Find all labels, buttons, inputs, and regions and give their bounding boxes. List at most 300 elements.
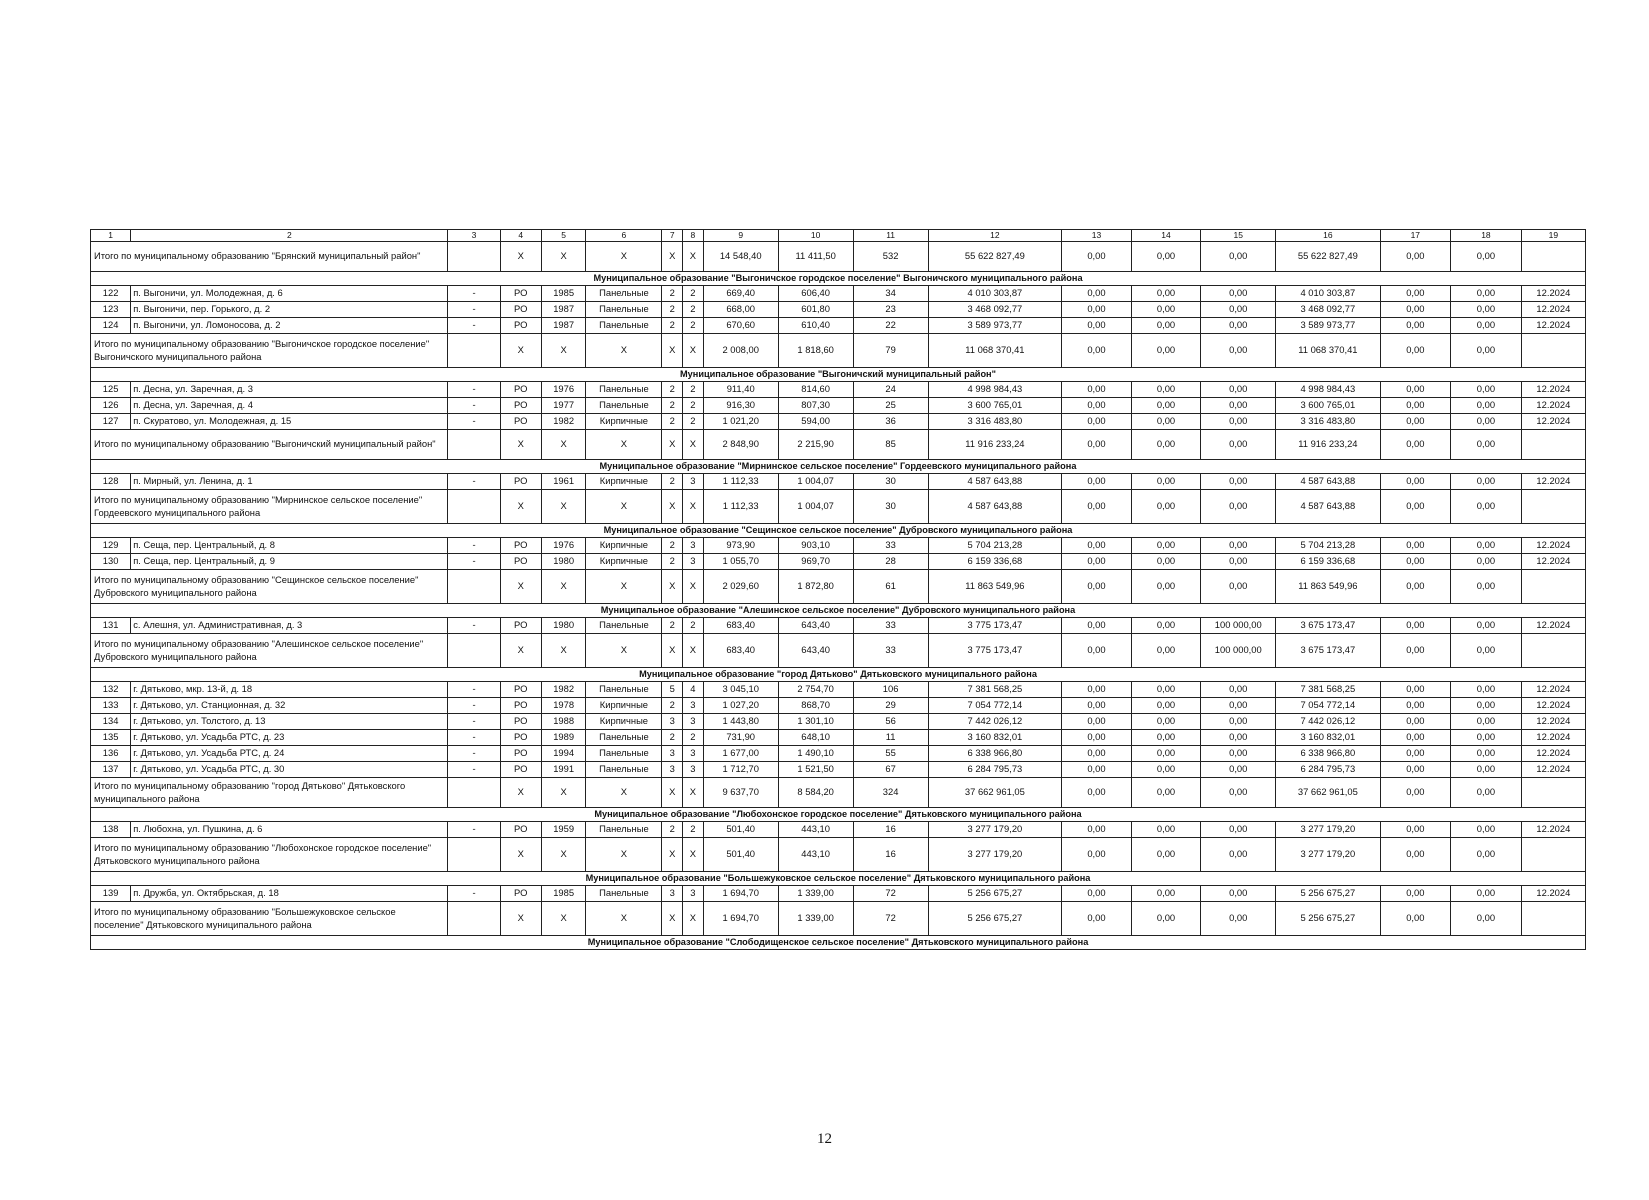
table-cell: 0,00	[1131, 302, 1201, 318]
table-cell: 1988	[541, 714, 586, 730]
table-cell: 911,40	[703, 382, 778, 398]
table-cell: 0,00	[1062, 698, 1132, 714]
total-cell	[1521, 570, 1585, 604]
address-cell: г. Дятьково, ул. Толстого, д. 13	[131, 714, 448, 730]
table-cell: 7 054 772,14	[928, 698, 1062, 714]
total-cell: 5 256 675,27	[1276, 902, 1380, 936]
table-cell: РО	[500, 698, 541, 714]
table-cell: 7 442 026,12	[928, 714, 1062, 730]
table-cell: Панельные	[586, 730, 662, 746]
table-cell: 0,00	[1451, 398, 1522, 414]
total-cell: 0,00	[1201, 778, 1276, 808]
total-cell: 11 863 549,96	[1276, 570, 1380, 604]
table-cell: 0,00	[1201, 414, 1276, 430]
table-cell: 30	[853, 474, 928, 490]
municipality-title-row	[91, 808, 1586, 822]
total-cell: 0,00	[1131, 634, 1201, 668]
table-cell: 0,00	[1451, 318, 1522, 334]
table-cell: 12.2024	[1521, 554, 1585, 570]
total-cell	[1521, 334, 1585, 368]
table-cell: 12.2024	[1521, 538, 1585, 554]
column-number: 8	[683, 230, 704, 242]
table-row	[91, 682, 1586, 698]
table-cell: 28	[853, 554, 928, 570]
table-cell: 3	[662, 762, 683, 778]
table-cell: 0,00	[1380, 398, 1451, 414]
table-cell: 12.2024	[1521, 762, 1585, 778]
table-cell: 0,00	[1131, 318, 1201, 334]
table-cell: 0,00	[1131, 538, 1201, 554]
table-cell: 3 600 765,01	[928, 398, 1062, 414]
table-cell: -	[448, 698, 500, 714]
total-cell: 0,00	[1201, 242, 1276, 272]
table-cell: 0,00	[1131, 414, 1201, 430]
total-label: Итого по муниципальному образованию "Большежуковское сельское поселение" Дятьковского муниципального района	[91, 902, 448, 936]
table-cell: 0,00	[1062, 886, 1132, 902]
table-cell: -	[448, 730, 500, 746]
row-number: 123	[91, 302, 131, 318]
table-cell: РО	[500, 474, 541, 490]
total-cell: 0,00	[1380, 490, 1451, 524]
address-cell: п. Сеща, пер. Центральный, д. 8	[131, 538, 448, 554]
total-cell: 0,00	[1131, 902, 1201, 936]
table-row	[91, 618, 1586, 634]
table-cell: 0,00	[1451, 714, 1522, 730]
total-cell: X	[662, 778, 683, 808]
table-cell: 1982	[541, 682, 586, 698]
table-cell: 0,00	[1131, 618, 1201, 634]
table-cell: 2	[683, 822, 704, 838]
column-number: 2	[131, 230, 448, 242]
table-cell: 0,00	[1131, 286, 1201, 302]
table-cell: 0,00	[1451, 554, 1522, 570]
municipality-title-row	[91, 668, 1586, 682]
table-cell: 12.2024	[1521, 698, 1585, 714]
table-cell: 0,00	[1201, 714, 1276, 730]
total-cell: X	[683, 838, 704, 872]
total-cell: 11 863 549,96	[928, 570, 1062, 604]
table-cell: 1985	[541, 886, 586, 902]
table-cell: Кирпичные	[586, 474, 662, 490]
address-cell: г. Дятьково, мкр. 13-й, д. 18	[131, 682, 448, 698]
column-number: 15	[1201, 230, 1276, 242]
table-cell: 0,00	[1201, 286, 1276, 302]
table-cell: 7 442 026,12	[1276, 714, 1380, 730]
total-cell: X	[500, 490, 541, 524]
row-number: 135	[91, 730, 131, 746]
total-label: Итого по муниципальному образованию "Алешинское сельское поселение" Дубровского муниципального района	[91, 634, 448, 668]
total-cell: 0,00	[1062, 838, 1132, 872]
table-cell: 0,00	[1131, 746, 1201, 762]
table-cell: 0,00	[1201, 302, 1276, 318]
table-cell: 0,00	[1131, 822, 1201, 838]
address-cell: г. Дятьково, ул. Усадьба РТС, д. 24	[131, 746, 448, 762]
table-cell: 0,00	[1451, 682, 1522, 698]
table-cell: 3	[683, 714, 704, 730]
total-cell: X	[683, 490, 704, 524]
total-cell: X	[541, 902, 586, 936]
table-cell: 3	[683, 746, 704, 762]
total-cell: X	[586, 902, 662, 936]
table-cell: 1 301,10	[778, 714, 853, 730]
table-cell: РО	[500, 886, 541, 902]
table-row	[91, 714, 1586, 730]
table-cell: -	[448, 746, 500, 762]
total-cell	[1521, 430, 1585, 460]
table-cell: 1 055,70	[703, 554, 778, 570]
total-cell: 532	[853, 242, 928, 272]
total-cell: 30	[853, 490, 928, 524]
table-cell: 0,00	[1451, 538, 1522, 554]
table-cell: -	[448, 618, 500, 634]
table-cell: РО	[500, 730, 541, 746]
table-cell: РО	[500, 714, 541, 730]
total-cell: 0,00	[1201, 902, 1276, 936]
table-row	[91, 474, 1586, 490]
table-cell: 0,00	[1451, 822, 1522, 838]
total-cell: X	[541, 242, 586, 272]
municipality-title-row	[91, 272, 1586, 286]
total-cell: X	[586, 778, 662, 808]
table-cell: 1 677,00	[703, 746, 778, 762]
row-number: 122	[91, 286, 131, 302]
table-cell: 0,00	[1380, 302, 1451, 318]
table-cell: 916,30	[703, 398, 778, 414]
column-number: 3	[448, 230, 500, 242]
table-cell: 23	[853, 302, 928, 318]
total-cell: 0,00	[1062, 242, 1132, 272]
table-cell: 501,40	[703, 822, 778, 838]
total-cell: X	[541, 778, 586, 808]
column-number: 17	[1380, 230, 1451, 242]
table-cell: -	[448, 682, 500, 698]
table-cell: 0,00	[1131, 730, 1201, 746]
total-cell: X	[541, 430, 586, 460]
total-cell: 643,40	[778, 634, 853, 668]
table-cell: 1987	[541, 302, 586, 318]
total-cell	[1521, 838, 1585, 872]
municipality-title: Муниципальное образование "Выгоничское городское поселение" Выгоничского муниципального района	[91, 272, 1586, 286]
table-cell: 643,40	[778, 618, 853, 634]
total-cell: 8 584,20	[778, 778, 853, 808]
table-cell: 670,60	[703, 318, 778, 334]
total-cell: X	[586, 570, 662, 604]
total-cell: X	[683, 570, 704, 604]
table-cell: 3	[683, 762, 704, 778]
total-cell: 11 411,50	[778, 242, 853, 272]
table-cell: 2	[662, 474, 683, 490]
table-cell: 3 160 832,01	[1276, 730, 1380, 746]
row-number: 124	[91, 318, 131, 334]
table-cell: 4 010 303,87	[1276, 286, 1380, 302]
total-label: Итого по муниципальному образованию "Сещинское сельское поселение" Дубровского муниципального района	[91, 570, 448, 604]
table-cell: 1 490,10	[778, 746, 853, 762]
page-number: 12	[817, 1131, 832, 1147]
table-cell: 0,00	[1201, 682, 1276, 698]
total-cell: 0,00	[1380, 570, 1451, 604]
row-number: 138	[91, 822, 131, 838]
total-cell: X	[541, 838, 586, 872]
table-cell: 3	[683, 886, 704, 902]
municipality-title-row	[91, 368, 1586, 382]
table-cell: 3 160 832,01	[928, 730, 1062, 746]
table-cell: 0,00	[1380, 318, 1451, 334]
column-number: 16	[1276, 230, 1380, 242]
table-cell: 0,00	[1062, 714, 1132, 730]
total-cell: 0,00	[1201, 430, 1276, 460]
table-cell: 0,00	[1062, 554, 1132, 570]
table-cell: 0,00	[1201, 746, 1276, 762]
table-cell: 0,00	[1380, 414, 1451, 430]
column-number: 7	[662, 230, 683, 242]
total-cell: X	[500, 634, 541, 668]
total-cell: X	[662, 490, 683, 524]
table-cell: 969,70	[778, 554, 853, 570]
total-cell: 37 662 961,05	[1276, 778, 1380, 808]
table-cell: 0,00	[1131, 682, 1201, 698]
table-cell: 0,00	[1062, 618, 1132, 634]
table-cell: 0,00	[1201, 698, 1276, 714]
total-cell: 4 587 643,88	[1276, 490, 1380, 524]
table-cell: 0,00	[1131, 762, 1201, 778]
total-cell: 0,00	[1380, 838, 1451, 872]
table-cell: 0,00	[1062, 730, 1132, 746]
table-cell: 0,00	[1062, 414, 1132, 430]
total-cell: 3 675 173,47	[1276, 634, 1380, 668]
table-cell: 0,00	[1201, 886, 1276, 902]
total-cell: X	[500, 334, 541, 368]
total-cell: 14 548,40	[703, 242, 778, 272]
table-cell: 5 704 213,28	[1276, 538, 1380, 554]
table-cell: 606,40	[778, 286, 853, 302]
table-row	[91, 318, 1586, 334]
total-cell: 11 916 233,24	[1276, 430, 1380, 460]
table-cell: 2	[683, 414, 704, 430]
total-cell: 3 277 179,20	[1276, 838, 1380, 872]
row-number: 133	[91, 698, 131, 714]
table-cell: 0,00	[1451, 382, 1522, 398]
total-cell: 1 818,60	[778, 334, 853, 368]
table-cell: 1961	[541, 474, 586, 490]
table-cell: 601,80	[778, 302, 853, 318]
table-cell: -	[448, 414, 500, 430]
total-row	[91, 490, 1586, 524]
total-cell: 0,00	[1131, 778, 1201, 808]
total-cell: 5 256 675,27	[928, 902, 1062, 936]
table-cell: РО	[500, 746, 541, 762]
table-cell: 1 712,70	[703, 762, 778, 778]
table-cell: 683,40	[703, 618, 778, 634]
table-cell: РО	[500, 682, 541, 698]
total-cell: 0,00	[1451, 634, 1522, 668]
table-cell: 668,00	[703, 302, 778, 318]
total-cell: 501,40	[703, 838, 778, 872]
total-label: Итого по муниципальному образованию "Выгоничский муниципальный район"	[91, 430, 448, 460]
table-cell: 1980	[541, 618, 586, 634]
column-number: 9	[703, 230, 778, 242]
table-cell: 0,00	[1451, 302, 1522, 318]
municipality-title: Муниципальное образование "Слободищенское сельское поселение" Дятьковского муниципального района	[91, 936, 1586, 950]
total-cell: 9 637,70	[703, 778, 778, 808]
table-cell: 0,00	[1131, 474, 1201, 490]
table-cell: 2	[662, 822, 683, 838]
total-cell: 3 277 179,20	[928, 838, 1062, 872]
total-cell: 79	[853, 334, 928, 368]
address-cell: п. Скуратово, ул. Молодежная, д. 15	[131, 414, 448, 430]
table-cell: 1980	[541, 554, 586, 570]
table-cell: 3	[683, 554, 704, 570]
address-cell: г. Дятьково, ул. Усадьба РТС, д. 23	[131, 730, 448, 746]
total-cell: 11 068 370,41	[928, 334, 1062, 368]
table-cell: Кирпичные	[586, 414, 662, 430]
total-cell	[448, 902, 500, 936]
table-cell: 6 338 966,80	[1276, 746, 1380, 762]
total-cell: 11 916 233,24	[928, 430, 1062, 460]
table-cell: 1978	[541, 698, 586, 714]
table-cell: РО	[500, 762, 541, 778]
table-cell: 868,70	[778, 698, 853, 714]
table-cell: 12.2024	[1521, 474, 1585, 490]
table-cell: -	[448, 318, 500, 334]
table-cell: 903,10	[778, 538, 853, 554]
table-cell: -	[448, 762, 500, 778]
column-number: 14	[1131, 230, 1201, 242]
total-cell: 0,00	[1201, 570, 1276, 604]
total-cell: 0,00	[1201, 490, 1276, 524]
total-cell: 0,00	[1380, 430, 1451, 460]
table-cell: 24	[853, 382, 928, 398]
total-cell: 0,00	[1062, 334, 1132, 368]
table-cell: 2	[662, 554, 683, 570]
total-cell: X	[586, 490, 662, 524]
table-cell: 1987	[541, 318, 586, 334]
total-cell	[448, 430, 500, 460]
municipality-title: Муниципальное образование "город Дятьково" Дятьковского муниципального района	[91, 668, 1586, 682]
table-cell: 1 339,00	[778, 886, 853, 902]
total-cell: X	[500, 778, 541, 808]
total-cell: 100 000,00	[1201, 634, 1276, 668]
total-cell: 1 872,80	[778, 570, 853, 604]
table-cell: 2	[662, 698, 683, 714]
table-cell: 0,00	[1062, 474, 1132, 490]
municipality-title-row	[91, 872, 1586, 886]
table-cell: 0,00	[1201, 398, 1276, 414]
total-label: Итого по муниципальному образованию "Любохонское городское поселение" Дятьковского муниципального района	[91, 838, 448, 872]
total-row	[91, 838, 1586, 872]
table-cell: Панельные	[586, 302, 662, 318]
table-cell: 25	[853, 398, 928, 414]
table-cell: Панельные	[586, 318, 662, 334]
municipality-title: Муниципальное образование "Сещинское сельское поселение" Дубровского муниципального района	[91, 524, 1586, 538]
total-cell: X	[500, 430, 541, 460]
total-cell: X	[586, 430, 662, 460]
row-number: 137	[91, 762, 131, 778]
table-cell: 7 381 568,25	[1276, 682, 1380, 698]
total-cell: X	[662, 838, 683, 872]
table-cell: Панельные	[586, 682, 662, 698]
table-cell: 5 704 213,28	[928, 538, 1062, 554]
total-row	[91, 902, 1586, 936]
total-cell	[1521, 902, 1585, 936]
table-cell: 0,00	[1131, 714, 1201, 730]
total-cell: X	[683, 334, 704, 368]
row-number: 127	[91, 414, 131, 430]
table-row	[91, 822, 1586, 838]
table-cell: 2	[662, 414, 683, 430]
column-number: 4	[500, 230, 541, 242]
table-cell: 0,00	[1380, 714, 1451, 730]
table-cell: 648,10	[778, 730, 853, 746]
table-cell: 11	[853, 730, 928, 746]
total-cell: 0,00	[1380, 634, 1451, 668]
table-cell: 3	[662, 714, 683, 730]
address-cell: п. Выгоничи, пер. Горького, д. 2	[131, 302, 448, 318]
table-cell: 2	[662, 730, 683, 746]
table-cell: Кирпичные	[586, 698, 662, 714]
table-cell: 0,00	[1131, 398, 1201, 414]
table-cell: -	[448, 302, 500, 318]
table-cell: 0,00	[1062, 538, 1132, 554]
table-cell: РО	[500, 618, 541, 634]
total-cell	[448, 634, 500, 668]
table-cell: 3 316 483,80	[1276, 414, 1380, 430]
column-number: 19	[1521, 230, 1585, 242]
table-cell: 4 587 643,88	[1276, 474, 1380, 490]
table-cell: -	[448, 474, 500, 490]
table-cell: 3 589 973,77	[928, 318, 1062, 334]
table-cell: 0,00	[1380, 698, 1451, 714]
table-cell: 1989	[541, 730, 586, 746]
table-cell: Панельные	[586, 746, 662, 762]
row-number: 130	[91, 554, 131, 570]
total-cell: 683,40	[703, 634, 778, 668]
table-row	[91, 698, 1586, 714]
table-cell: Кирпичные	[586, 714, 662, 730]
table-cell: РО	[500, 286, 541, 302]
table-cell: 2	[683, 730, 704, 746]
table-cell: 2	[683, 318, 704, 334]
total-cell: 0,00	[1380, 242, 1451, 272]
table-cell: 0,00	[1062, 822, 1132, 838]
table-cell: 4 587 643,88	[928, 474, 1062, 490]
municipality-title: Муниципальное образование "Мирнинское сельское поселение" Гордеевского муниципального района	[91, 460, 1586, 474]
table-cell: 12.2024	[1521, 302, 1585, 318]
table-cell: 0,00	[1201, 762, 1276, 778]
total-cell: X	[541, 570, 586, 604]
table-cell: 0,00	[1062, 682, 1132, 698]
table-cell: 0,00	[1380, 762, 1451, 778]
table-cell: -	[448, 886, 500, 902]
table-cell: 0,00	[1201, 554, 1276, 570]
table-cell: Панельные	[586, 286, 662, 302]
total-cell	[1521, 634, 1585, 668]
address-cell: г. Дятьково, ул. Станционная, д. 32	[131, 698, 448, 714]
total-cell: 0,00	[1062, 902, 1132, 936]
table-cell: 6 284 795,73	[928, 762, 1062, 778]
table-cell: 0,00	[1451, 414, 1522, 430]
total-cell: 0,00	[1131, 570, 1201, 604]
table-cell: РО	[500, 414, 541, 430]
total-cell	[448, 570, 500, 604]
table-cell: 2	[683, 382, 704, 398]
table-cell: 7 054 772,14	[1276, 698, 1380, 714]
table-cell: 0,00	[1451, 474, 1522, 490]
table-cell: 67	[853, 762, 928, 778]
table-cell: 7 381 568,25	[928, 682, 1062, 698]
municipality-title-row	[91, 524, 1586, 538]
total-cell: 0,00	[1062, 570, 1132, 604]
table-row	[91, 730, 1586, 746]
